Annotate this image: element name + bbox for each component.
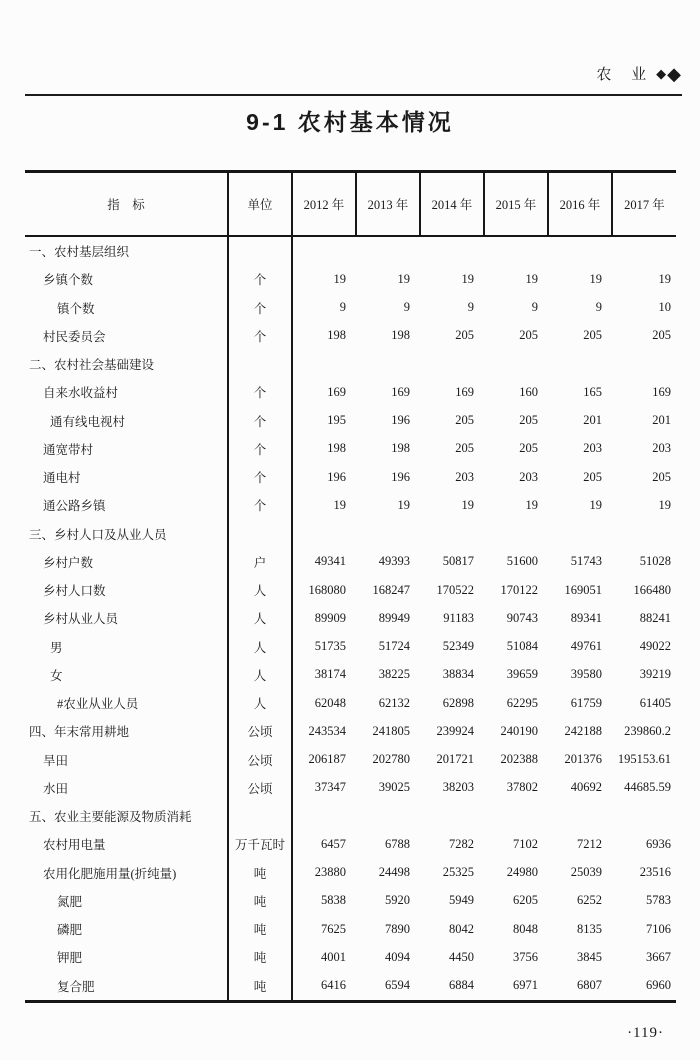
row-value-2014: 205 xyxy=(455,413,474,428)
table-row xyxy=(25,830,676,858)
row-value-2013: 38225 xyxy=(378,667,410,682)
row-value-2013: 196 xyxy=(391,413,410,428)
table-row xyxy=(25,294,676,322)
row-value-2014: 7282 xyxy=(449,836,474,851)
row-unit: 吨 xyxy=(227,915,291,943)
row-value-2017 xyxy=(611,802,676,830)
row-value-2012: 206187 xyxy=(291,746,355,774)
row-value-2017: 39219 xyxy=(639,667,671,682)
row-unit xyxy=(227,350,291,378)
row-unit xyxy=(227,237,291,265)
row-unit: 人 xyxy=(227,604,291,632)
row-value-2013 xyxy=(355,237,419,265)
table-header-row xyxy=(25,173,676,237)
row-value-2012: 38174 xyxy=(291,661,355,689)
row-value-2016: 205 xyxy=(583,328,602,343)
row-value-2014: 25325 xyxy=(442,865,474,880)
row-value-2017 xyxy=(611,520,676,548)
table-body xyxy=(25,237,676,1000)
row-value-2016: 201 xyxy=(583,413,602,428)
row-unit: 个 xyxy=(227,378,291,406)
row-value-2014: 239924 xyxy=(436,723,474,738)
diamond-small-icon: ◆ xyxy=(656,66,667,81)
row-value-2013: 7890 xyxy=(385,921,410,936)
row-value-2012: 4001 xyxy=(291,943,355,971)
row-value-2016: 205 xyxy=(583,469,602,484)
row-value-2014: 4450 xyxy=(449,949,474,964)
row-value-2012: 5838 xyxy=(291,887,355,915)
row-label: 通宽带村 xyxy=(43,442,94,457)
row-value-2015: 62295 xyxy=(506,695,538,710)
row-value-2013: 19 xyxy=(397,271,410,286)
row-value-2013: 202780 xyxy=(372,752,410,767)
row-value-2017: 19 xyxy=(658,497,671,512)
table-row xyxy=(25,887,676,915)
row-value-2013: 39025 xyxy=(378,780,410,795)
row-value-2016: 51743 xyxy=(570,554,602,569)
row-value-2015: 37802 xyxy=(506,780,538,795)
row-value-2017: 51028 xyxy=(639,554,671,569)
row-value-2012: 198 xyxy=(291,322,355,350)
row-unit: 公顷 xyxy=(227,717,291,745)
row-value-2014 xyxy=(419,350,483,378)
row-value-2015: 205 xyxy=(519,413,538,428)
row-value-2013 xyxy=(355,350,419,378)
table-row xyxy=(25,548,676,576)
row-value-2016 xyxy=(547,237,611,265)
row-value-2016: 39580 xyxy=(570,667,602,682)
row-value-2014: 203 xyxy=(455,469,474,484)
row-value-2016: 40692 xyxy=(570,780,602,795)
row-unit xyxy=(227,520,291,548)
table-row xyxy=(25,915,676,943)
row-unit: 个 xyxy=(227,463,291,491)
row-value-2014: 62898 xyxy=(442,695,474,710)
row-value-2016: 201376 xyxy=(564,752,602,767)
row-value-2016: 9 xyxy=(595,300,602,315)
row-unit: 吨 xyxy=(227,943,291,971)
row-value-2015: 170122 xyxy=(500,582,538,597)
row-value-2016: 89341 xyxy=(570,610,602,625)
row-value-2013: 9 xyxy=(403,300,410,315)
row-label: 自来水收益村 xyxy=(43,386,119,401)
row-value-2017: 88241 xyxy=(639,610,671,625)
row-value-2017: 6960 xyxy=(646,978,671,993)
row-value-2012: 7625 xyxy=(291,915,355,943)
row-value-2014 xyxy=(419,237,483,265)
chapter-label: 农 业 xyxy=(596,67,655,83)
row-value-2017 xyxy=(611,237,676,265)
page-number: ·119· xyxy=(627,1025,664,1041)
table-row xyxy=(25,491,676,519)
row-label: 乡镇个数 xyxy=(43,273,94,288)
row-unit xyxy=(227,802,291,830)
row-value-2016: 6807 xyxy=(577,978,602,993)
row-value-2014: 38834 xyxy=(442,667,474,682)
row-value-2017: 7106 xyxy=(646,921,671,936)
row-value-2012: 51735 xyxy=(291,633,355,661)
row-unit: 吨 xyxy=(227,859,291,887)
table-row xyxy=(25,774,676,802)
row-value-2015 xyxy=(483,237,547,265)
row-label: 一、农村基层组织 xyxy=(29,245,130,260)
table-row xyxy=(25,576,676,604)
row-label: 四、年末常用耕地 xyxy=(29,725,130,740)
column-header-2016: 2016 年 xyxy=(547,173,611,235)
row-value-2013: 198 xyxy=(391,441,410,456)
row-value-2015 xyxy=(483,520,547,548)
row-value-2016: 203 xyxy=(583,441,602,456)
row-value-2016 xyxy=(547,520,611,548)
row-value-2012: 195 xyxy=(291,407,355,435)
row-value-2013: 62132 xyxy=(378,695,410,710)
row-value-2017: 205 xyxy=(652,469,671,484)
row-value-2017: 44685.59 xyxy=(624,780,671,795)
table-row xyxy=(25,802,676,830)
row-value-2012: 37347 xyxy=(291,774,355,802)
row-value-2012: 6416 xyxy=(291,972,355,1000)
table-row xyxy=(25,407,676,435)
row-value-2016 xyxy=(547,350,611,378)
row-value-2013: 6788 xyxy=(385,836,410,851)
row-value-2012: 9 xyxy=(291,294,355,322)
row-value-2015: 90743 xyxy=(506,610,538,625)
row-label: 通公路乡镇 xyxy=(43,499,106,514)
column-header-unit: 单位 xyxy=(227,173,291,235)
row-value-2014: 201721 xyxy=(436,752,474,767)
row-value-2015: 39659 xyxy=(506,667,538,682)
row-value-2014: 91183 xyxy=(443,610,474,625)
row-unit: 人 xyxy=(227,633,291,661)
row-value-2014: 5949 xyxy=(449,893,474,908)
row-value-2017: 205 xyxy=(652,328,671,343)
row-label: 氮肥 xyxy=(57,894,83,909)
row-value-2016: 165 xyxy=(583,384,602,399)
row-value-2015: 9 xyxy=(531,300,538,315)
row-label: 乡村户数 xyxy=(43,555,94,570)
table-row xyxy=(25,633,676,661)
table-row xyxy=(25,322,676,350)
row-unit: 户 xyxy=(227,548,291,576)
row-unit: 公顷 xyxy=(227,774,291,802)
row-value-2015: 24980 xyxy=(506,865,538,880)
page-title: 9-1 农村基本情况 xyxy=(246,109,454,135)
row-label: 通电村 xyxy=(43,471,81,486)
row-label: 村民委员会 xyxy=(43,329,106,344)
row-label: 水田 xyxy=(43,781,69,796)
row-value-2017 xyxy=(611,350,676,378)
row-value-2015: 6971 xyxy=(513,978,538,993)
row-value-2017: 201 xyxy=(652,413,671,428)
table-row xyxy=(25,689,676,717)
row-value-2014 xyxy=(419,802,483,830)
header-rule xyxy=(25,94,682,96)
row-value-2014: 50817 xyxy=(442,554,474,569)
row-label: 钾肥 xyxy=(57,951,83,966)
row-label: 农村用电量 xyxy=(43,838,106,853)
row-unit: 个 xyxy=(227,265,291,293)
row-value-2012: 169 xyxy=(291,378,355,406)
row-value-2017: 19 xyxy=(658,271,671,286)
row-value-2013: 24498 xyxy=(378,865,410,880)
row-value-2016: 25039 xyxy=(570,865,602,880)
stats-table xyxy=(25,170,676,1003)
table-row xyxy=(25,604,676,632)
row-value-2012: 19 xyxy=(291,491,355,519)
row-value-2015: 6205 xyxy=(513,893,538,908)
row-label: 乡村人口数 xyxy=(43,584,106,599)
row-value-2013: 168247 xyxy=(372,582,410,597)
row-value-2012: 62048 xyxy=(291,689,355,717)
row-value-2017: 169 xyxy=(652,384,671,399)
row-value-2013: 241805 xyxy=(372,723,410,738)
row-value-2013: 198 xyxy=(391,328,410,343)
row-value-2014 xyxy=(419,520,483,548)
row-value-2017: 49022 xyxy=(639,639,671,654)
row-value-2015: 7102 xyxy=(513,836,538,851)
row-value-2012 xyxy=(291,350,355,378)
row-unit: 公顷 xyxy=(227,746,291,774)
table-row xyxy=(25,378,676,406)
row-unit: 吨 xyxy=(227,972,291,1000)
column-header-indicator: 指 标 xyxy=(107,198,145,212)
table-row xyxy=(25,265,676,293)
row-value-2014: 205 xyxy=(455,328,474,343)
row-value-2016: 6252 xyxy=(577,893,602,908)
table-row xyxy=(25,350,676,378)
column-header-2013: 2013 年 xyxy=(355,173,419,235)
row-value-2014: 205 xyxy=(455,441,474,456)
row-unit: 个 xyxy=(227,322,291,350)
row-value-2015: 3756 xyxy=(513,949,538,964)
row-value-2012: 89909 xyxy=(291,604,355,632)
row-value-2014: 170522 xyxy=(436,582,474,597)
row-value-2016: 169051 xyxy=(564,582,602,597)
row-value-2012: 49341 xyxy=(291,548,355,576)
row-value-2012: 196 xyxy=(291,463,355,491)
row-value-2015 xyxy=(483,350,547,378)
row-value-2016 xyxy=(547,802,611,830)
row-value-2017: 61405 xyxy=(639,695,671,710)
row-value-2017: 203 xyxy=(652,441,671,456)
row-unit: 个 xyxy=(227,294,291,322)
row-value-2016: 61759 xyxy=(570,695,602,710)
row-value-2012 xyxy=(291,520,355,548)
row-value-2013: 196 xyxy=(391,469,410,484)
row-value-2013 xyxy=(355,802,419,830)
row-value-2012: 6457 xyxy=(291,830,355,858)
row-value-2015: 51600 xyxy=(506,554,538,569)
table-row xyxy=(25,717,676,745)
row-value-2013: 51724 xyxy=(378,639,410,654)
row-value-2015: 205 xyxy=(519,328,538,343)
row-value-2014: 38203 xyxy=(442,780,474,795)
row-unit: 人 xyxy=(227,689,291,717)
row-label: 镇个数 xyxy=(57,301,95,316)
row-unit: 人 xyxy=(227,576,291,604)
row-value-2013: 89949 xyxy=(378,610,410,625)
row-label: 男 xyxy=(50,640,63,655)
row-value-2015 xyxy=(483,802,547,830)
row-value-2012: 23880 xyxy=(291,859,355,887)
row-value-2015: 240190 xyxy=(500,723,538,738)
row-label: 二、农村社会基础建设 xyxy=(29,358,155,373)
row-value-2013: 6594 xyxy=(385,978,410,993)
row-value-2013: 4094 xyxy=(385,949,410,964)
row-label: 旱田 xyxy=(43,753,69,768)
row-value-2012: 243534 xyxy=(291,717,355,745)
row-value-2014: 52349 xyxy=(442,639,474,654)
row-label: #农业从业人员 xyxy=(57,697,139,712)
row-value-2015: 8048 xyxy=(513,921,538,936)
column-header-2015: 2015 年 xyxy=(483,173,547,235)
row-value-2015: 19 xyxy=(525,497,538,512)
row-value-2015: 19 xyxy=(525,271,538,286)
row-value-2014: 9 xyxy=(467,300,474,315)
row-value-2014: 169 xyxy=(455,384,474,399)
row-value-2015: 202388 xyxy=(500,752,538,767)
row-value-2017: 23516 xyxy=(639,865,671,880)
row-label: 乡村从业人员 xyxy=(43,612,119,627)
row-value-2013: 49393 xyxy=(378,554,410,569)
row-value-2012: 168080 xyxy=(291,576,355,604)
table-row xyxy=(25,943,676,971)
row-value-2015: 51084 xyxy=(506,639,538,654)
row-value-2015: 160 xyxy=(519,384,538,399)
row-value-2016: 8135 xyxy=(577,921,602,936)
row-value-2016: 7212 xyxy=(577,836,602,851)
row-label: 复合肥 xyxy=(57,979,95,994)
row-value-2017: 195153.61 xyxy=(617,752,671,767)
row-unit: 万千瓦时 xyxy=(227,830,291,858)
row-unit: 个 xyxy=(227,407,291,435)
row-value-2012: 198 xyxy=(291,435,355,463)
table-row xyxy=(25,463,676,491)
row-value-2013 xyxy=(355,520,419,548)
row-value-2012 xyxy=(291,237,355,265)
row-label: 农用化肥施用量(折纯量) xyxy=(43,866,177,881)
row-label: 通有线电视村 xyxy=(50,414,126,429)
column-header-2014: 2014 年 xyxy=(419,173,483,235)
row-label: 五、农业主要能源及物质消耗 xyxy=(29,810,192,825)
row-value-2014: 6884 xyxy=(449,978,474,993)
row-value-2016: 242188 xyxy=(564,723,602,738)
chapter-header xyxy=(596,63,681,84)
row-unit: 人 xyxy=(227,661,291,689)
row-value-2015: 203 xyxy=(519,469,538,484)
row-value-2013: 169 xyxy=(391,384,410,399)
row-value-2012 xyxy=(291,802,355,830)
row-value-2017: 3667 xyxy=(646,949,671,964)
row-value-2014: 8042 xyxy=(449,921,474,936)
row-unit: 个 xyxy=(227,491,291,519)
row-label: 磷肥 xyxy=(57,923,83,938)
table-row xyxy=(25,435,676,463)
row-value-2016: 3845 xyxy=(577,949,602,964)
row-value-2013: 19 xyxy=(397,497,410,512)
row-unit: 吨 xyxy=(227,887,291,915)
table-row xyxy=(25,661,676,689)
row-value-2017: 239860.2 xyxy=(624,723,671,738)
table-row xyxy=(25,859,676,887)
row-value-2015: 205 xyxy=(519,441,538,456)
diamond-large-icon: ◆ xyxy=(667,63,681,84)
row-unit: 个 xyxy=(227,435,291,463)
table-row xyxy=(25,520,676,548)
table-row xyxy=(25,746,676,774)
row-value-2016: 19 xyxy=(589,497,602,512)
row-value-2014: 19 xyxy=(461,271,474,286)
table-row xyxy=(25,972,676,1000)
column-header-2017: 2017 年 xyxy=(611,173,676,235)
row-value-2013: 5920 xyxy=(385,893,410,908)
row-value-2016: 19 xyxy=(589,271,602,286)
row-value-2017: 166480 xyxy=(633,582,671,597)
row-value-2016: 49761 xyxy=(570,639,602,654)
column-header-2012: 2012 年 xyxy=(291,173,355,235)
row-value-2014: 19 xyxy=(461,497,474,512)
row-label: 女 xyxy=(50,668,63,683)
table-row xyxy=(25,237,676,265)
row-value-2012: 19 xyxy=(291,265,355,293)
row-value-2017: 6936 xyxy=(646,836,671,851)
row-value-2017: 10 xyxy=(658,300,671,315)
row-value-2017: 5783 xyxy=(646,893,671,908)
row-label: 三、乡村人口及从业人员 xyxy=(29,527,167,542)
